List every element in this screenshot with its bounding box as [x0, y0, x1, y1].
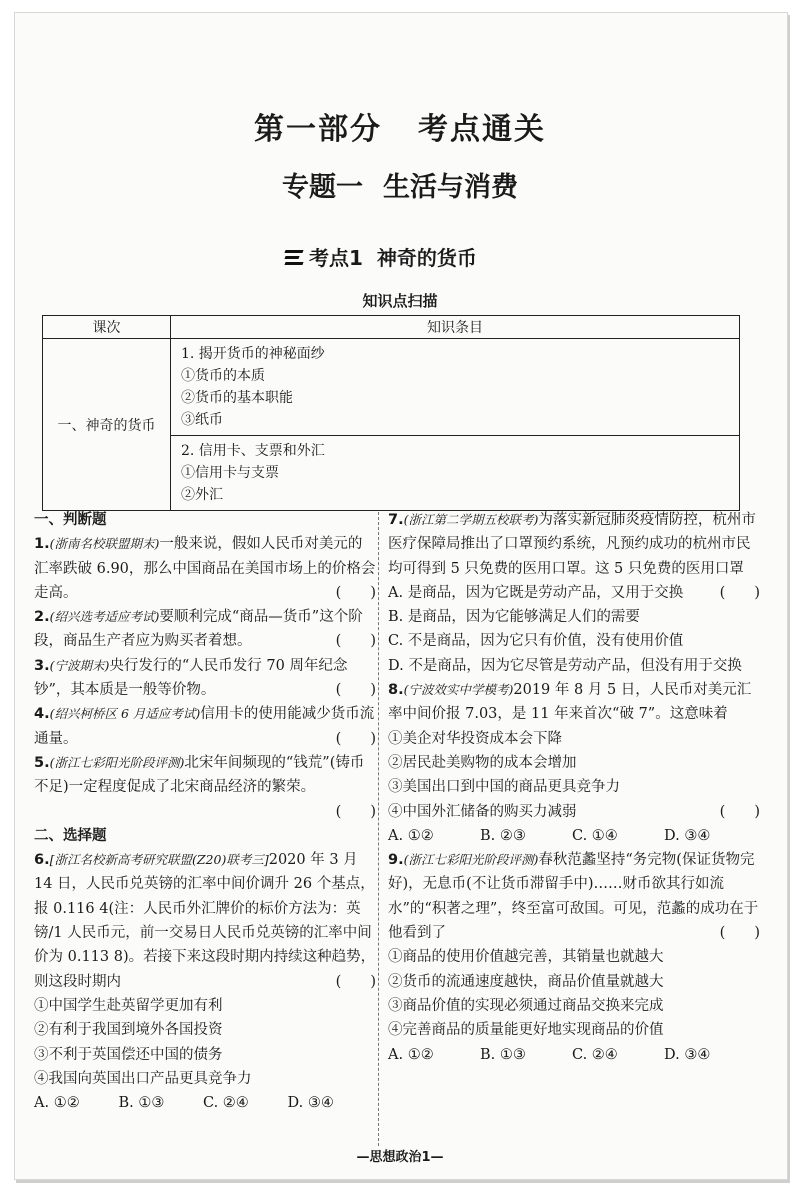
option[interactable]: C. ②④	[572, 1046, 618, 1063]
option[interactable]: A. ①②	[388, 827, 434, 844]
question-6: 6.[浙江名校新高考研究联盟(Z20)联考三]2020 年 3 月 14 日，人民币兑英镑的汇率中间价调升 26 个基点，报 0.116 4(注：人民币外汇牌价的标价方法为：英镑/1 人民币元，前一交易日人民币兑英镑的汇率中间价为 0.113 8)。若接下来这段时期内持续这种趋势，则这段时期内 ( )	[34, 852, 376, 990]
q8-item: ②居民赴美购物的成本会增加	[388, 754, 577, 771]
q9-item: ②货币的流通速度越快，商品价值量就越大	[388, 973, 664, 990]
option[interactable]: B. ①③	[480, 1046, 526, 1063]
items-group-2: 2. 信用卡、支票和外汇 ①信用卡与支票 ②外汇	[171, 436, 740, 511]
q9-item: ③商品价值的实现必须通过商品交换来完成	[388, 997, 664, 1014]
q6-options	[34, 1091, 376, 1115]
question-8: 8.(宁波效实中学模考)2019 年 8 月 5 日，人民币对美元汇率中间价报 7.03，是 11 年来首次“破 7”。这意味着	[388, 682, 752, 723]
option[interactable]: A. ①②	[34, 1095, 80, 1112]
option[interactable]: D. ③④	[664, 827, 711, 844]
topic-title: 专题一 生活与消费	[282, 172, 518, 203]
option[interactable]: C. ②④	[203, 1095, 249, 1112]
knowledge-table	[42, 315, 740, 511]
question-1: 1.(浙南名校联盟期末)一般来说，假如人民币对美元的汇率跌破 6.90，那么中国商品在美国市场上的价格会走高。 ( )	[34, 536, 376, 601]
left-column	[34, 508, 376, 1115]
q6-item: ②有利于我国到境外各国投资	[34, 1022, 223, 1039]
right-column	[388, 508, 760, 1067]
table-header-course: 课次	[43, 316, 171, 339]
option[interactable]: A. ①②	[388, 1046, 434, 1063]
question-3: 3.(宁波期末)央行发行的“人民币发行 70 周年纪念钞”，其本质是一般等价物。 ( )	[34, 657, 376, 699]
question-2: 2.(绍兴选考适应考试)要顺利完成“商品—货币”这个阶段，商品生产者应为购买者着想。 ( )	[34, 609, 376, 650]
q8-item: ③美国出口到中国的商品更具竞争力	[388, 779, 620, 796]
course-cell: 一、神奇的货币	[43, 339, 171, 511]
column-divider	[378, 512, 379, 1146]
option[interactable]: B. ②③	[480, 827, 526, 844]
q6-item: ③不利于英国偿还中国的债务	[34, 1046, 223, 1063]
q9-item: ①商品的使用价值越完善，其销量也就越大	[388, 949, 664, 966]
option[interactable]: C. ①④	[572, 827, 618, 844]
question-4: 4.(绍兴柯桥区 6 月适应考试)信用卡的使用能减少货币流通量。 ( )	[34, 706, 376, 747]
q8-item: ①美企对华投资成本会下降	[388, 730, 562, 747]
part-title: 第一部分 考点通关	[254, 112, 546, 147]
option[interactable]: C. 不是商品，因为它只有价值，没有使用价值	[388, 633, 684, 650]
q8-item: ④中国外汇储备的购买力减弱 ( )	[388, 803, 760, 820]
page-footer: —思想政治1—	[356, 1150, 444, 1165]
option[interactable]: D. 不是商品，因为它尽管是劳动产品，但没有用于交换	[388, 657, 742, 674]
q6-item: ①中国学生赴英留学更加有利	[34, 997, 223, 1014]
table-header-items: 知识条目	[171, 316, 740, 339]
option[interactable]: D. ③④	[287, 1095, 334, 1112]
point-title: 考点1 神奇的货币	[285, 242, 477, 271]
section-choice: 二、选择题	[34, 827, 107, 844]
question-5: 5.(浙江七彩阳光阶段评测)北宋年间频现的“钱荒”(铸币不足)一定程度促成了北宋商品经济的繁荣。	[34, 754, 365, 796]
option[interactable]: B. ①③	[118, 1095, 165, 1112]
triple-bar-icon	[285, 249, 305, 265]
scan-title: 知识点扫描	[362, 292, 438, 310]
option[interactable]: A. 是商品，因为它既是劳动产品，又用于交换	[388, 584, 684, 601]
question-9: 9.(浙江七彩阳光阶段评测)春秋范蠡坚持“务完物(保证货物完好)，无息币(不让货币滞留手中)……财币欲其行如流水”的“积著之理”，终至富可敌国。可见，范蠡的成功在于他看到了 ( )	[388, 852, 760, 942]
q8-options	[388, 824, 760, 848]
answer-paren: ( )	[335, 803, 376, 820]
q9-options	[388, 1043, 760, 1067]
option[interactable]: D. ③④	[664, 1046, 711, 1063]
section-judge: 一、判断题	[34, 512, 107, 528]
items-group-1: 1. 揭开货币的神秘面纱 ①货币的本质 ②货币的基本职能 ③纸币	[171, 339, 740, 436]
q9-item: ④完善商品的质量能更好地实现商品的价值	[388, 1022, 664, 1039]
question-7: 7.(浙江第二学期五校联考)为落实新冠肺炎疫情防控，杭州市医疗保障局推出了口罩预约系统，凡预约成功的杭州市民均可得到 5 只免费的医用口罩。这 5 只免费的医用口罩 ( )	[388, 512, 760, 601]
option[interactable]: B. 是商品，因为它能够满足人们的需要	[388, 609, 640, 626]
q6-item: ④我国向英国出口产品更具竞争力	[34, 1070, 252, 1087]
